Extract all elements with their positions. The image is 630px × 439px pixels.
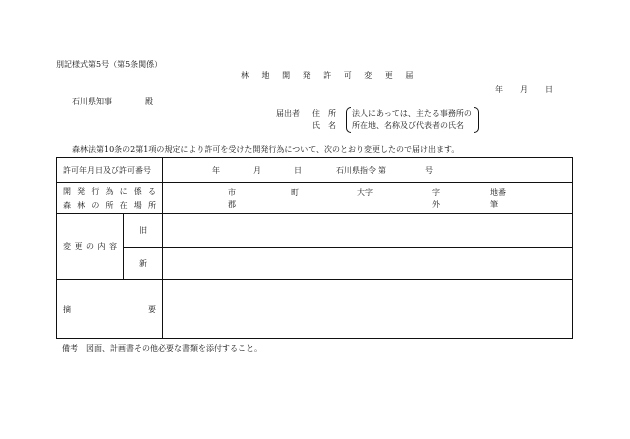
- loc-aza: 字: [432, 188, 440, 197]
- permit-row: [57, 158, 573, 183]
- name-label: 氏 名: [312, 121, 336, 130]
- change-old-row: [57, 214, 573, 248]
- corp-note-line2: 所在地、名称及び代表者の氏名: [352, 121, 464, 130]
- right-bracket: [474, 107, 479, 133]
- corp-note-line1: 法人にあっては、主たる事務所の: [352, 109, 472, 118]
- intro-text: 森林法第10条の2第1項の規定により許可を受けた開発行為について、次のとおり変更したので届け出ます。: [72, 145, 460, 154]
- location-label-line2-char: 在: [119, 200, 128, 210]
- footer-remark: 備考 図面、計画書その他必要な書類を添付すること。: [62, 344, 262, 353]
- honorific: 殿: [145, 97, 153, 106]
- new-label: 新: [124, 248, 163, 280]
- date-month: 月: [520, 85, 528, 94]
- document-title: 林 地 開 発 許 可 変 更 届: [241, 71, 419, 80]
- permit-month: 月: [253, 166, 261, 175]
- loc-city: 市: [228, 188, 236, 197]
- loc-lot: 地番: [490, 188, 506, 197]
- note-value-cell[interactable]: [163, 280, 573, 339]
- note-label: [57, 280, 163, 339]
- location-label-line1-char: 行: [91, 186, 100, 196]
- address-label: 住 所: [312, 109, 336, 118]
- permit-no-suffix: 号: [425, 166, 433, 175]
- location-label: [57, 183, 163, 214]
- change-label-char: 容: [109, 242, 117, 251]
- old-value-cell[interactable]: [163, 214, 573, 248]
- note-label-char: 要: [148, 304, 156, 314]
- location-label-line1-char: に: [119, 186, 128, 196]
- location-label-line1-char: 係: [133, 186, 142, 196]
- change-label-char: の: [86, 242, 94, 251]
- addressee: 石川県知事: [72, 97, 112, 106]
- location-label-line2-char: 所: [105, 200, 114, 210]
- location-row: [57, 183, 573, 214]
- location-label-line2-char: 森: [63, 200, 71, 210]
- location-label-line1: [63, 186, 162, 197]
- note-row: [57, 280, 573, 339]
- application-table: [56, 157, 573, 339]
- location-label-line1-char: 為: [105, 186, 114, 196]
- permit-year: 年: [212, 166, 220, 175]
- old-label: 旧: [124, 214, 163, 248]
- permit-value-cell[interactable]: [163, 158, 573, 183]
- change-label-char: 内: [97, 242, 106, 251]
- permit-label: 許可年月日及び許可番号: [57, 158, 163, 183]
- location-label-line2-char: 林: [77, 200, 86, 210]
- change-label-text: [63, 241, 123, 252]
- permit-office: 石川県指令: [336, 166, 376, 175]
- note-label-char: 摘: [63, 304, 71, 314]
- date-day: 日: [545, 85, 553, 94]
- loc-town: 町: [291, 188, 299, 197]
- location-label-line2: [63, 200, 162, 211]
- change-new-row: [57, 248, 573, 280]
- note-label-text: [63, 304, 162, 315]
- location-label-line1-char: 開: [63, 186, 71, 196]
- date-year: 年: [495, 85, 503, 94]
- loc-gun: 郡: [228, 200, 236, 209]
- change-label-char: 変: [63, 242, 71, 251]
- location-label-line2-char: 場: [133, 200, 142, 210]
- loc-other: 外: [432, 200, 440, 209]
- change-label: [57, 214, 124, 280]
- location-value-cell[interactable]: [163, 183, 573, 214]
- form-id: 別記様式第5号（第5条関係）: [56, 60, 163, 69]
- new-value-cell[interactable]: [163, 248, 573, 280]
- left-bracket: [346, 107, 351, 133]
- loc-oaza: 大字: [357, 188, 373, 197]
- location-label-line2-char: の: [91, 200, 100, 210]
- permit-day: 日: [294, 166, 302, 175]
- location-label-line1-char: る: [147, 186, 156, 196]
- location-label-line1-char: 発: [77, 186, 86, 196]
- permit-no-prefix: 第: [378, 166, 386, 175]
- loc-parcels: 筆: [490, 200, 498, 209]
- change-label-char: 更: [74, 242, 83, 251]
- applicant-label: 届出者: [276, 109, 300, 118]
- location-label-line2-char: 所: [147, 200, 156, 210]
